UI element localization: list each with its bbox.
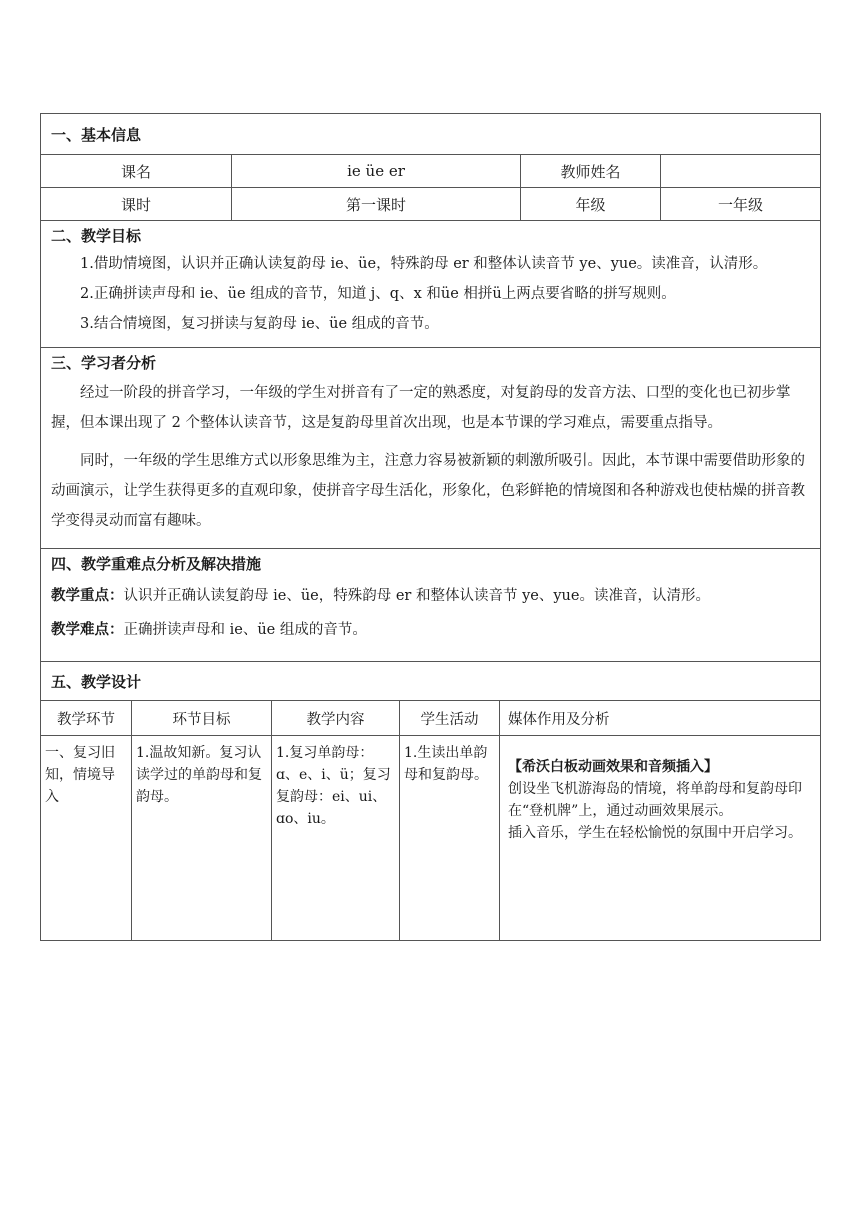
header-media: 媒体作用及分析 [500,701,821,736]
header-activity: 学生活动 [400,701,500,736]
lesson-plan-document [40,113,820,941]
objectives-list [41,249,820,347]
focus-text: 认识并正确认读复韵母 ie、üe，特殊韵母 er 和整体认读音节 ye、yue。读准音，认清形。 [123,588,710,604]
activity-cell: 1.生读出单韵母和复韵母。 [400,736,500,941]
section-objectives: 二、教学目标 [51,227,142,245]
lesson-plan-table [40,113,821,701]
grade-value: 一年级 [661,188,821,221]
teaching-difficulty [51,613,810,647]
teaching-focus [51,579,810,613]
learner-paragraph: 同时，一年级的学生思维方式以形象思维为主，注意力容易被新颖的刺激所吸引。因此，本节课中需要借助形象的动画演示，让学生获得更多的直观印象，使拼音字母生活化，形象化，色彩鲜艳的情境图和各种游戏也使枯燥的拼音教学变得灵动而富有趣味。 [51,453,805,529]
difficulty-text: 正确拼读声母和 ie、üe 组成的音节。 [123,622,367,638]
learner-section [41,348,821,549]
media-cell [500,736,821,941]
learner-analysis [41,376,820,548]
learner-paragraph: 经过一阶段的拼音学习，一年级的学生对拼音有了一定的熟悉度，对复韵母的发音方法、口型的变化也已初步掌握，但本课出现了 2 个整体认读音节，这是复韵母里首次出现，也是本节课的学习难点，需要重点指导。 [51,385,791,431]
media-description: 插入音乐，学生在轻松愉悦的氛围中开启学习。 [508,825,802,841]
difficulty-label: 教学难点： [51,622,124,638]
objective-item: 3.结合情境图，复习拼读与复韵母 ie、üe 组成的音节。 [80,316,439,332]
section-basic-info: 一、基本信息 [41,114,821,155]
teacher-value [661,155,821,188]
teacher-label: 教师姓名 [521,155,661,188]
section-design: 五、教学设计 [41,662,821,701]
goal-cell: 1.温故知新。复习认读学过的单韵母和复韵母。 [132,736,272,941]
media-title: 【希沃白板动画效果和音频插入】 [508,759,718,775]
grade-label: 年级 [521,188,661,221]
header-goal: 环节目标 [132,701,272,736]
period-value: 第一课时 [232,188,521,221]
objective-item: 1.借助情境图，认识并正确认读复韵母 ie、üe，特殊韵母 er 和整体认读音节 ye、yue。读准音，认清形。 [80,256,768,272]
course-value: ie üe er [232,155,521,188]
header-stage: 教学环节 [41,701,132,736]
stage-cell: 一、复习旧知，情境导入 [41,736,132,941]
section-key-points: 四、教学重难点分析及解决措施 [51,555,262,573]
key-points-body [41,577,820,661]
key-points-section [41,549,821,662]
focus-label: 教学重点： [51,588,124,604]
section-learner: 三、学习者分析 [51,354,157,372]
design-table [40,700,821,941]
media-description: 创设坐飞机游海岛的情境，将单韵母和复韵母印在“登机牌”上，通过动画效果展示。 [508,781,802,819]
course-label: 课名 [41,155,232,188]
period-label: 课时 [41,188,232,221]
table-row [41,736,821,941]
header-content: 教学内容 [272,701,400,736]
objectives-section [41,221,821,348]
objective-item: 2.正确拼读声母和 ie、üe 组成的音节，知道 j、q、x 和üe 相拼ü上两点要省略的拼写规则。 [80,286,676,302]
content-cell: 1.复习单韵母：ɑ、e、i、ü；复习复韵母：ei、ui、ɑo、iu。 [272,736,400,941]
